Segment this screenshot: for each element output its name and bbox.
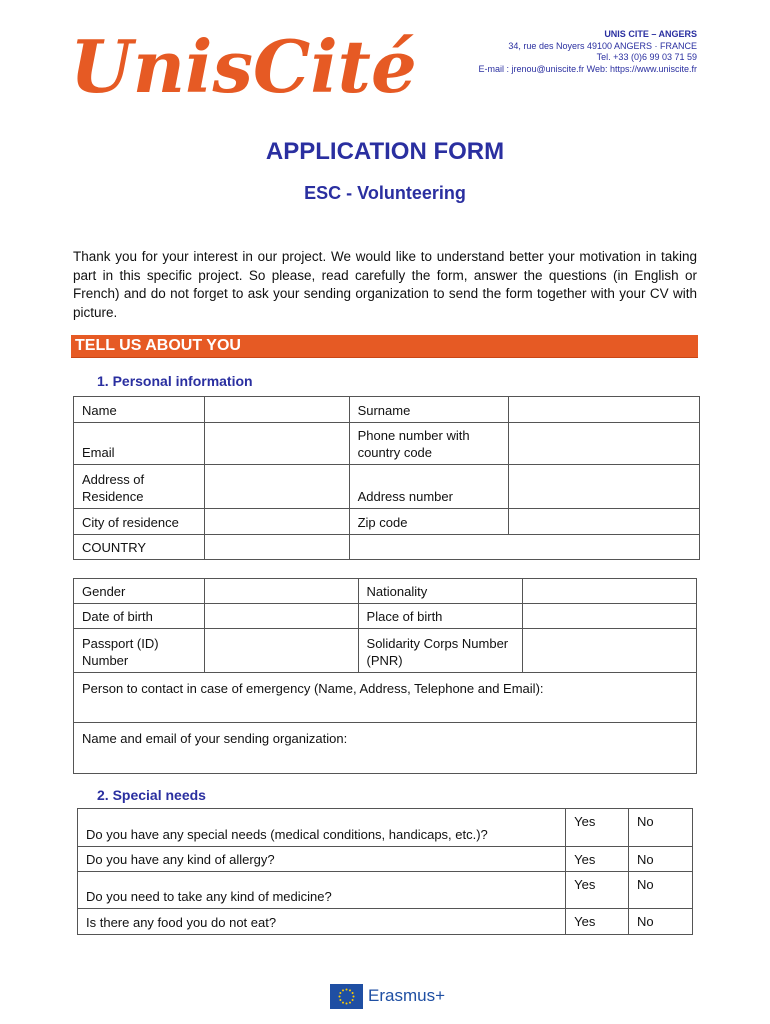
svg-text:UnisCité: UnisCité: [70, 24, 417, 109]
email-label: Email: [74, 423, 205, 465]
surname-field[interactable]: [509, 397, 700, 423]
erasmus-logo: [330, 983, 445, 1009]
city-label: City of residence: [74, 509, 205, 535]
medicine-yes-option[interactable]: Yes: [566, 872, 629, 909]
pnr-field[interactable]: [523, 629, 697, 673]
passport-label: Passport (ID) Number: [74, 629, 205, 673]
erasmus-label: Erasmus+: [368, 986, 445, 1005]
allergy-no-option[interactable]: No: [629, 847, 693, 872]
medicine-question: Do you need to take any kind of medicine?: [78, 872, 566, 909]
intro-paragraph: Thank you for your interest in our project. We would like to understand better your motivation in taking part in this specific project. So please, read carefully the form, answer the questions (in English or French) and do not forget to ask your sending organization to send the form together with your CV with picture.: [73, 249, 697, 320]
address-number-field[interactable]: [509, 465, 700, 509]
country-extra-field[interactable]: [349, 535, 699, 560]
surname-label: Surname: [349, 397, 509, 423]
special-needs-heading: 2. Special needs: [97, 787, 206, 803]
eu-flag-icon: [330, 984, 363, 1009]
dob-label: Date of birth: [74, 604, 205, 629]
nationality-label: Nationality: [358, 579, 523, 604]
zip-field[interactable]: [509, 509, 700, 535]
email-field[interactable]: [204, 423, 349, 465]
special-needs-yes-option[interactable]: Yes: [566, 809, 629, 847]
special-needs-table: [77, 808, 693, 935]
personal-info-heading: 1. Personal information: [97, 373, 253, 389]
org-contact: E-mail : jrenou@uniscite.fr Web: https://www.uniscite.fr: [478, 63, 697, 74]
section-header: TELL US ABOUT YOU: [71, 335, 698, 358]
phone-label: Phone number with country code: [349, 423, 509, 465]
org-street: 34, rue des Noyers 49100 ANGERS · FRANCE: [508, 40, 697, 51]
food-question: Is there any food you do not eat?: [78, 909, 566, 935]
special-needs-no-option[interactable]: No: [629, 809, 693, 847]
food-yes-option[interactable]: Yes: [566, 909, 629, 935]
nationality-field[interactable]: [523, 579, 697, 604]
zip-label: Zip code: [349, 509, 509, 535]
org-phone: Tel. +33 (0)6 99 03 71 59: [596, 52, 697, 63]
city-field[interactable]: [204, 509, 349, 535]
address-label: Address of Residence: [74, 465, 205, 509]
food-no-option[interactable]: No: [629, 909, 693, 935]
dob-field[interactable]: [204, 604, 358, 629]
identity-table: [73, 578, 697, 774]
country-field[interactable]: [204, 535, 349, 560]
org-name: UNIS CITE – ANGERS: [604, 29, 697, 39]
page-title: APPLICATION FORM: [265, 138, 505, 165]
sending-org-field[interactable]: Name and email of your sending organization:: [74, 723, 697, 774]
emergency-contact-field[interactable]: Person to contact in case of emergency (Name, Address, Telephone and Email):: [74, 673, 697, 723]
personal-info-table: [73, 396, 700, 560]
medicine-no-option[interactable]: No: [629, 872, 693, 909]
address-number-label: Address number: [349, 465, 509, 509]
organization-address: [397, 29, 697, 75]
page-subtitle: ESC - Volunteering: [304, 183, 466, 203]
passport-field[interactable]: [204, 629, 358, 673]
gender-field[interactable]: [204, 579, 358, 604]
address-field[interactable]: [204, 465, 349, 509]
pnr-label: Solidarity Corps Number (PNR): [358, 629, 523, 673]
pob-label: Place of birth: [358, 604, 523, 629]
uniscite-logo: [70, 14, 417, 109]
name-field[interactable]: [204, 397, 349, 423]
allergy-question: Do you have any kind of allergy?: [78, 847, 566, 872]
allergy-yes-option[interactable]: Yes: [566, 847, 629, 872]
phone-field[interactable]: [509, 423, 700, 465]
gender-label: Gender: [74, 579, 205, 604]
country-label: COUNTRY: [74, 535, 205, 560]
name-label: Name: [74, 397, 205, 423]
special-needs-question: Do you have any special needs (medical conditions, handicaps, etc.)?: [78, 809, 566, 847]
pob-field[interactable]: [523, 604, 697, 629]
